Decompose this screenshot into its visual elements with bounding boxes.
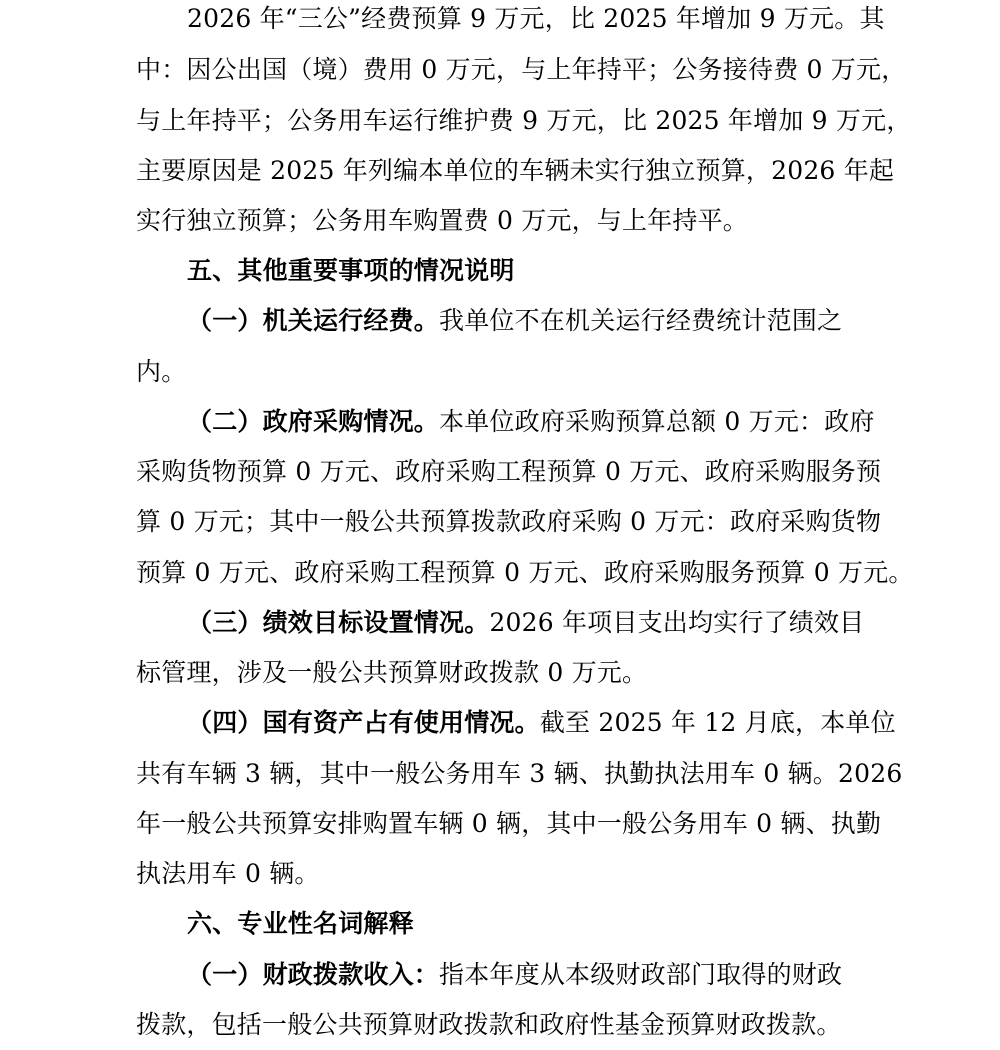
paragraph-line: [187, 296, 842, 346]
paragraph-line: 年一般公共预算安排购置车辆 0 辆，其中一般公务用车 0 辆、执勤: [136, 809, 882, 838]
item-text: 指本年度从本级财政部门取得的财政: [439, 960, 843, 989]
paragraph-line: 内。: [136, 357, 187, 386]
paragraph-line: [187, 397, 875, 447]
paragraph-line: 主要原因是 2025 年列编本单位的车辆未实行独立预算，2026 年起: [136, 156, 895, 185]
paragraph-line: 标管理，涉及一般公共预算财政拨款 0 万元。: [136, 658, 648, 687]
paragraph-line: 采购货物预算 0 万元、政府采购工程预算 0 万元、政府采购服务预: [136, 457, 882, 486]
item-text: 本单位政府采购预算总额 0 万元：政府: [439, 407, 875, 436]
section-heading: 五、其他重要事项的情况说明: [187, 256, 515, 285]
paragraph-line: 2026 年“三公”经费预算 9 万元，比 2025 年增加 9 万元。其: [187, 4, 885, 33]
paragraph-line: 实行独立预算；公务用车购置费 0 万元，与上年持平。: [136, 206, 749, 235]
paragraph-line: 中：因公出国（境）费用 0 万元，与上年持平；公务接待费 0 万元，: [136, 55, 907, 84]
paragraph-line: 拨款，包括一般公共预算财政拨款和政府性基金预算财政拨款。: [136, 1010, 842, 1039]
item-title: （一）机关运行经费。: [187, 306, 440, 335]
paragraph-line: 算 0 万元；其中一般公共预算拨款政府采购 0 万元：政府采购货物: [136, 507, 882, 536]
item-title: （四）国有资产占有使用情况。: [187, 708, 540, 737]
paragraph-line: [187, 698, 896, 748]
section-heading: 六、专业性名词解释: [187, 909, 414, 938]
paragraph-line: 与上年持平；公务用车运行维护费 9 万元，比 2025 年增加 9 万元，: [136, 106, 912, 135]
paragraph-line: 预算 0 万元、政府采购工程预算 0 万元、政府采购服务预算 0 万元。: [136, 558, 914, 587]
item-text: 我单位不在机关运行经费统计范围之: [439, 306, 843, 335]
paragraph-line: 执法用车 0 辆。: [136, 859, 320, 888]
paragraph-line: 共有车辆 3 辆，其中一般公务用车 3 辆、执勤执法用车 0 辆。2026: [136, 759, 903, 788]
item-title: （一）财政拨款收入：: [187, 960, 440, 989]
item-title: （三）绩效目标设置情况。: [187, 608, 490, 637]
item-text: 2026 年项目支出均实行了绩效目: [489, 608, 865, 637]
item-title: （二）政府采购情况。: [187, 407, 440, 436]
paragraph-line: [187, 950, 842, 1000]
item-text: 截至 2025 年 12 月底，本单位: [539, 708, 896, 737]
paragraph-line: [187, 598, 864, 648]
